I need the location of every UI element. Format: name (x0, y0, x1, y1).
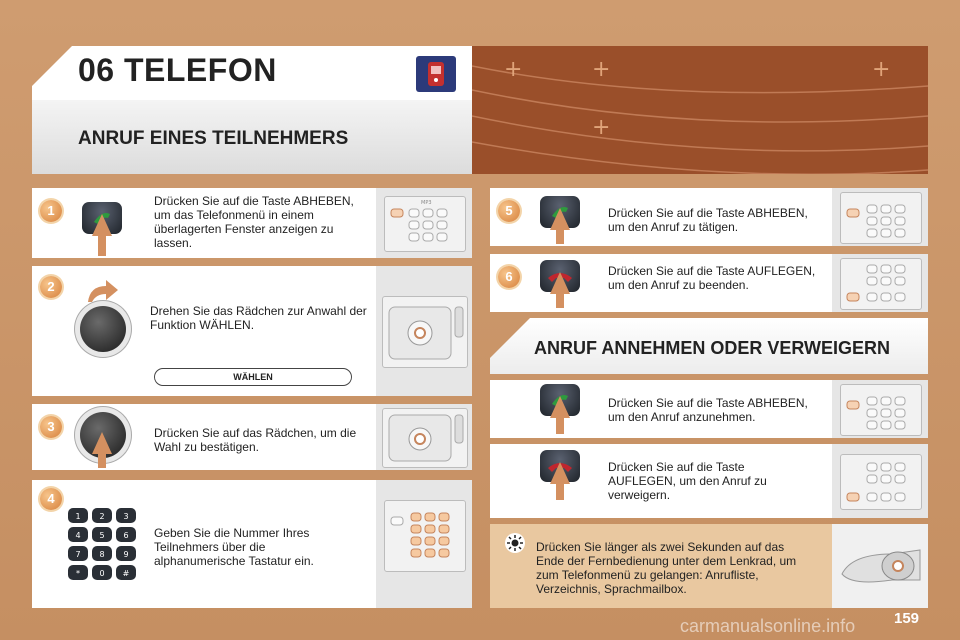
keypad-key (92, 565, 112, 580)
keypad-key (68, 546, 88, 561)
step-badge-2: 2 (40, 276, 62, 298)
keypad-key (92, 508, 112, 523)
device-illustration (376, 404, 472, 470)
svg-text:3: 3 (123, 512, 129, 521)
step-3-text: Drücken Sie auf das Rädchen, um die Wahl zu bestätigen. (154, 426, 357, 454)
press-arrow-stem (556, 416, 564, 434)
step-badge-5: 5 (498, 200, 520, 222)
svg-text:7: 7 (75, 550, 81, 559)
keypad-grid (64, 506, 138, 582)
keypad-key (92, 527, 112, 542)
alphanumeric-keypad-icon (64, 506, 138, 582)
press-arrow-stem (98, 234, 106, 256)
device-illustration (832, 254, 928, 312)
phone-keypad-illustration (384, 500, 466, 572)
device-illustration (832, 188, 928, 246)
chapter-title: 06 TELEFON (78, 52, 277, 88)
section-title-call: ANRUF EINES TEILNEHMERS (78, 128, 349, 149)
reject-text: Drücken Sie auf die Taste AUFLEGEN, um den Anruf zu verweigern. (608, 460, 767, 502)
menu-item-waehlen: WÄHLEN (154, 368, 352, 386)
watermark-text: carmanualsonline.info (680, 616, 856, 636)
page-number: 159 (894, 610, 920, 627)
step-1-text: Drücken Sie auf die Taste ABHEBEN, um das Telefonmenü in einem überlagerten Fenster anzeigen zu lassen. (154, 194, 354, 250)
rotate-arrow-icon (82, 276, 122, 306)
svg-text:0: 0 (99, 569, 105, 578)
press-arrow-stem (98, 452, 106, 468)
section-title-answer: ANRUF ANNEHMEN ODER VERWEIGERN (534, 338, 891, 358)
press-arrow-icon (92, 432, 112, 454)
press-arrow-stem (556, 228, 564, 244)
tip-text: Drücken Sie länger als zwei Sekunden auf das Ende der Fernbedienung unter dem Lenkrad, um zum Telefonmenü zu gelangen: Anrufliste, Verzeichnis, Sprachmailbox. (536, 540, 797, 596)
device-illustration (376, 188, 472, 258)
radio-console-illustration (382, 296, 468, 368)
step-6-text: Drücken Sie auf die Taste AUFLEGEN, um den Anruf zu beenden. (608, 264, 816, 292)
svg-text:+: + (504, 57, 523, 82)
svg-text:9: 9 (123, 550, 129, 559)
svg-text:+: + (592, 115, 611, 140)
scroll-wheel-icon (80, 306, 126, 352)
svg-text:1: 1 (75, 512, 81, 521)
keypad-key (92, 546, 112, 561)
keypad-key (116, 527, 136, 542)
svg-text:6: 6 (123, 531, 129, 540)
step-5-text: Drücken Sie auf die Taste ABHEBEN, um den Anruf zu tätigen. (608, 206, 808, 234)
device-illustration (832, 380, 928, 438)
svg-text:+: + (872, 57, 891, 82)
svg-text:4: 4 (75, 531, 81, 540)
radio-console-illustration (382, 408, 468, 468)
tip-panel (490, 524, 928, 608)
keypad-key (68, 508, 88, 523)
phone-keypad-illustration (840, 454, 922, 510)
step-4-text: Geben Sie die Nummer Ihres Teilnehmers über die alphanumerische Tastatur ein. (154, 526, 314, 568)
phone-keypad-illustration (840, 192, 922, 244)
keypad-key (116, 565, 136, 580)
svg-text:#: # (122, 569, 130, 578)
device-illustration (376, 480, 472, 608)
step-badge-1: 1 (40, 200, 62, 222)
svg-text:*: * (76, 569, 80, 578)
press-arrow-stem (556, 482, 564, 500)
keypad-key (68, 527, 88, 542)
phone-keypad-illustration (384, 196, 466, 252)
device-illustration (832, 444, 928, 518)
press-arrow-icon (92, 214, 112, 236)
step-badge-4: 4 (40, 488, 62, 510)
svg-text:5: 5 (99, 531, 105, 540)
phone-chapter-icon (416, 56, 456, 92)
keypad-key (116, 508, 136, 523)
keypad-key (68, 565, 88, 580)
step-badge-6: 6 (498, 266, 520, 288)
press-arrow-icon (550, 396, 570, 418)
tip-sun-icon (504, 532, 526, 554)
press-arrow-icon (550, 208, 570, 230)
device-illustration (376, 266, 472, 396)
device-label: MP3 (421, 200, 432, 206)
press-arrow-stem (556, 292, 564, 308)
press-arrow-icon (550, 462, 570, 484)
keypad-key (116, 546, 136, 561)
svg-text:+: + (592, 57, 611, 82)
press-arrow-icon (550, 272, 570, 294)
svg-text:2: 2 (99, 512, 105, 521)
steering-control-illustration (832, 524, 928, 608)
step-2-text: Drehen Sie das Rädchen zur Anwahl der Funktion WÄHLEN. (150, 304, 367, 332)
decorative-header-band (472, 46, 928, 174)
step-badge-3: 3 (40, 416, 62, 438)
answer-text: Drücken Sie auf die Taste ABHEBEN, um den Anruf anzunehmen. (608, 396, 808, 424)
phone-keypad-illustration (840, 384, 922, 436)
phone-keypad-illustration (840, 258, 922, 310)
phone-icon (416, 56, 456, 92)
svg-text:8: 8 (99, 550, 105, 559)
decorative-curves (472, 46, 928, 174)
